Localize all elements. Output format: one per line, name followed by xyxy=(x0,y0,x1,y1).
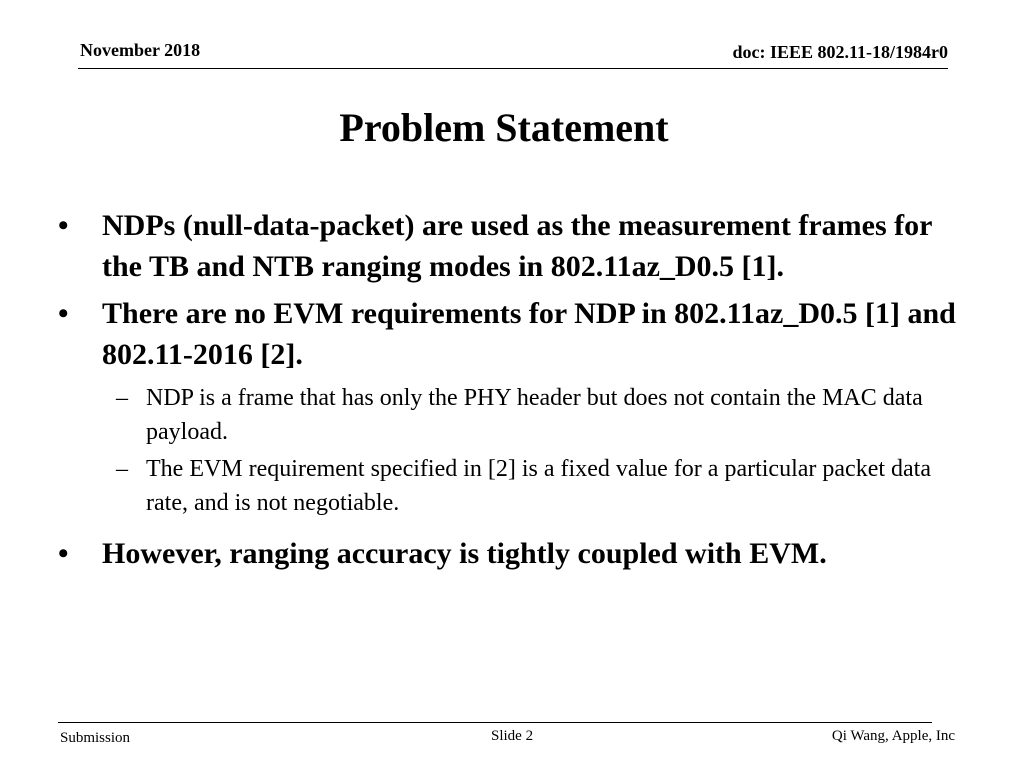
bullet-item xyxy=(58,293,978,375)
footer-slide-number: Slide 2 xyxy=(491,728,534,744)
bullet-item xyxy=(58,533,978,574)
header-doc-id: doc: IEEE 802.11-18/1984r0 xyxy=(732,42,948,62)
dash-icon: – xyxy=(116,385,128,411)
footer-submission: Submission xyxy=(60,730,131,746)
bullet-dot-icon: • xyxy=(58,537,69,570)
bullet-text: There are no EVM requirements for NDP in 802.11az_D0.5 [1] and 802.11-2016 [2]. xyxy=(102,297,956,371)
slide-body xyxy=(58,205,978,580)
header-rule xyxy=(78,68,948,69)
bullet-dot-icon: • xyxy=(58,209,69,242)
sub-bullet-item xyxy=(58,452,978,520)
sub-bullet-text: The EVM requirement specified in [2] is a fixed value for a particular packet data rate, and is not negotiable. xyxy=(146,456,931,516)
slide-title: Problem Statement xyxy=(339,105,669,150)
footer-rule xyxy=(58,722,932,723)
bullet-dot-icon: • xyxy=(58,297,69,330)
bullet-text: However, ranging accuracy is tightly coupled with EVM. xyxy=(102,537,827,570)
bullet-text: NDPs (null-data-packet) are used as the measurement frames for the TB and NTB ranging modes in 802.11az_D0.5 [1]. xyxy=(102,209,932,283)
header-date: November 2018 xyxy=(80,40,201,60)
sub-bullet-item xyxy=(58,381,978,449)
sub-bullet-text: NDP is a frame that has only the PHY header but does not contain the MAC data payload. xyxy=(146,385,923,445)
dash-icon: – xyxy=(116,456,128,482)
footer-author: Qi Wang, Apple, Inc xyxy=(831,728,955,744)
bullet-item xyxy=(58,205,978,287)
